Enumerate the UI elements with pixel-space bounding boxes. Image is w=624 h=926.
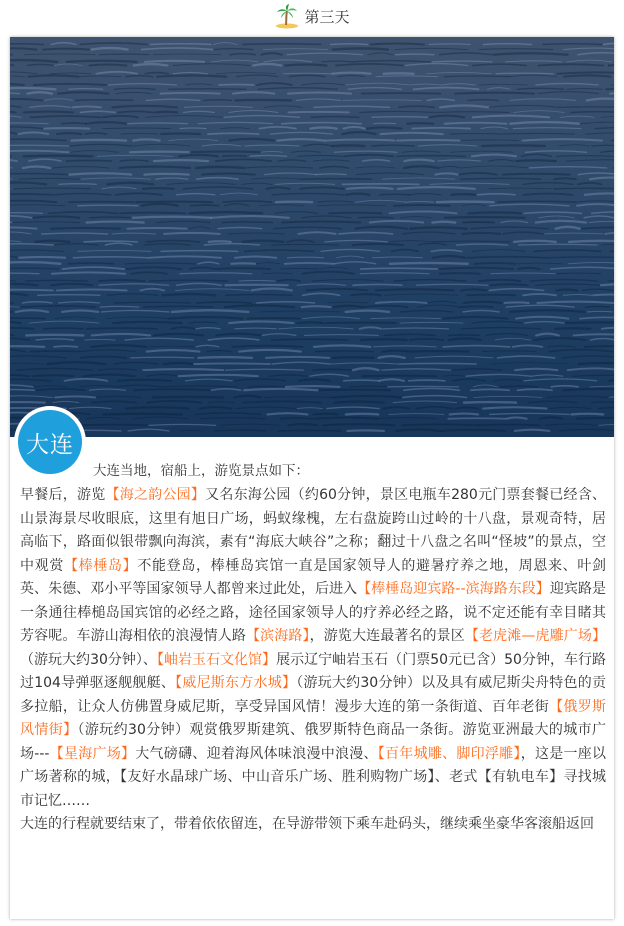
palm-tree-icon bbox=[274, 3, 300, 29]
attraction-name: 【俄罗斯风情街】 bbox=[20, 698, 607, 738]
itinerary-closing: 大连的行程就要结束了，带着依依留连，在导游带领下乘车赴码头，继续乘坐豪华客滚船返回 bbox=[20, 816, 594, 832]
attraction-name: 【百年城雕、脚印浮雕】 bbox=[377, 745, 521, 762]
itinerary-text: 展示辽宁岫岩玉石（门票50元已含）50分钟，车行路过104导弹驱逐舰舰艇、 bbox=[20, 651, 606, 691]
attraction-name: 【棒棰岛】 bbox=[64, 557, 138, 574]
itinerary-content bbox=[20, 484, 606, 837]
itinerary-text: 早餐后，游览 bbox=[20, 487, 106, 503]
itinerary-text: ，这是一座以广场著称的城，【友好水晶球广场、中山音乐广场、胜利购物广场】、老式【有轨电车】寻找城市记忆…… bbox=[20, 745, 607, 809]
itinerary-text: ，游览大连最著名的景区 bbox=[309, 628, 465, 644]
sea-photo bbox=[10, 37, 614, 437]
day-title: 第三天 bbox=[304, 7, 350, 26]
itinerary-text: 大气磅礴、迎着海风体味浪漫中浪漫、 bbox=[135, 745, 378, 762]
attraction-name: 【威尼斯东方水城】 bbox=[175, 675, 297, 691]
intro-text: 大连当地，宿船上，游览景点如下： bbox=[93, 463, 309, 479]
itinerary-text: （游玩大约30分钟）、 bbox=[20, 651, 157, 668]
city-badge bbox=[14, 406, 86, 478]
attraction-name: 【棒棰岛迎宾路--滨海路东段】 bbox=[357, 581, 550, 597]
itinerary-text: （游玩大约30分钟）以及具有威尼斯尖舟特色的贡多拉船，让众人仿佛置身威尼斯，享受异国风情！漫步大连的第一条街道、百年老街 bbox=[20, 675, 606, 715]
day-header bbox=[0, 0, 624, 32]
itinerary-text: 又名东海公园（约60分钟，景区电瓶车280元门票套餐已经含、山景海景尽收眼底，这里有旭日广场，蚂蚁缘槐，左右盘旋跨山过岭的十八盘，景观奇特，居高临下，路面似银带飘向海滨，素有“海底大峡谷”之称；翻过十八盘之名叫“怪坡”的景点，空中观赏 bbox=[20, 487, 607, 574]
itinerary-text: 迎宾路是一条通往棒槌岛国宾馆的必经之路，途径国家领导人的疗养必经之路，说不定还能有幸目睹其芳容呢。车游山海相依的浪漫情人路 bbox=[20, 581, 606, 644]
attraction-name: 【岫岩玉石文化馆】 bbox=[156, 651, 277, 668]
itinerary-paragraph bbox=[20, 484, 606, 813]
itinerary-text: （游玩约30分钟）观赏俄罗斯建筑、俄罗斯特色商品一条街。游览亚洲最大的城市广场--- bbox=[20, 722, 607, 762]
itinerary-card bbox=[10, 37, 614, 919]
attraction-name: 【老虎滩—虎雕广场】 bbox=[464, 628, 607, 644]
attraction-name: 【滨海路】 bbox=[245, 628, 310, 644]
attraction-name: 【星海广场】 bbox=[49, 745, 136, 762]
attraction-name: 【海之韵公园】 bbox=[105, 487, 206, 503]
itinerary-text: 不能登岛，棒棰岛宾馆一直是国家领导人的避暑疗养之地，周恩来、叶剑英、朱德、邓小平等国家领导人都曾来过此处，后进入 bbox=[20, 557, 607, 597]
city-badge-label: 大连 bbox=[18, 410, 82, 474]
